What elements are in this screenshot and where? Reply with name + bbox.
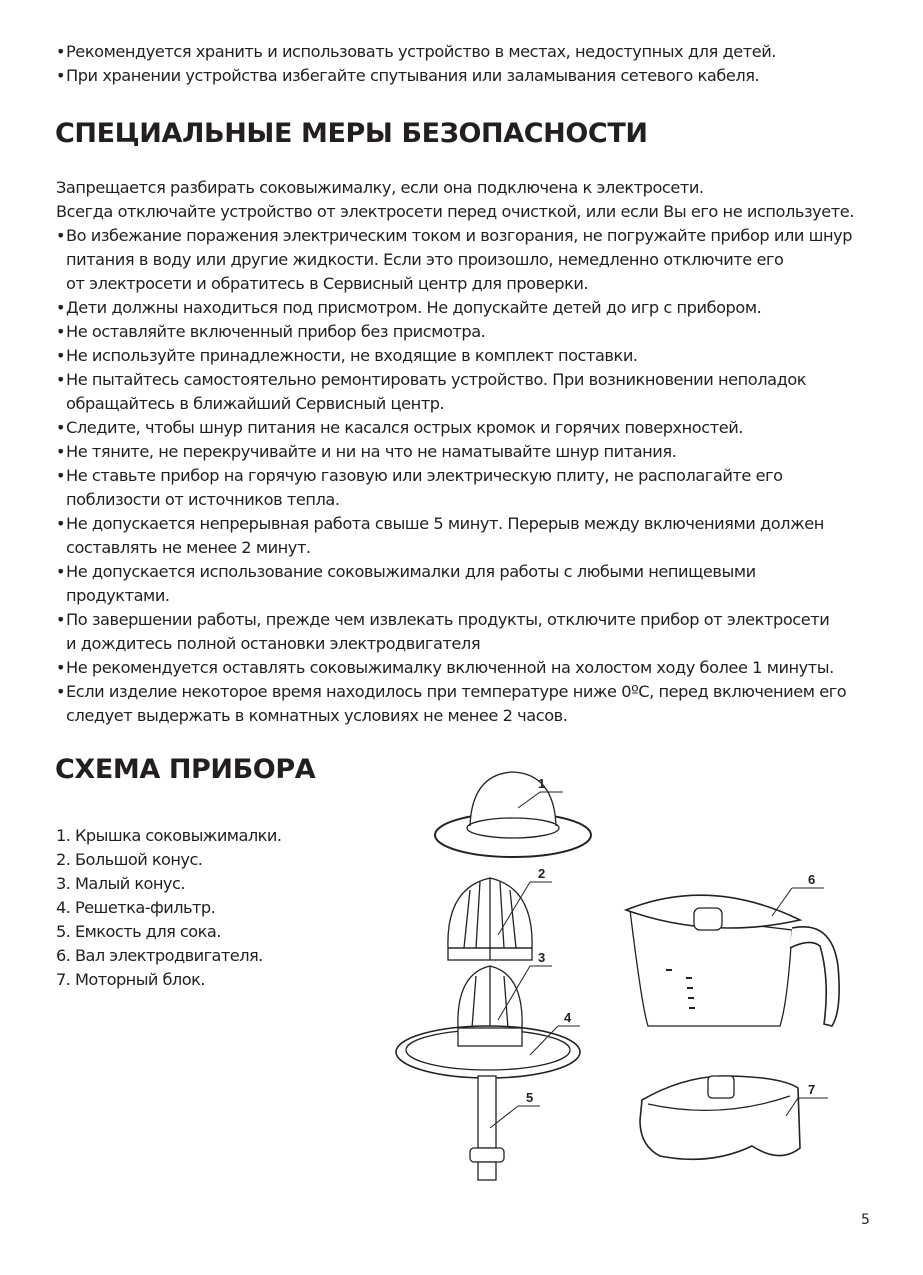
- safety-bullet-list: [56, 224, 854, 728]
- motor-base-illustration: [640, 1076, 828, 1159]
- safety-bullet-continuation: составлять не менее 2 минут.: [66, 538, 311, 557]
- intro-line: Запрещается разбирать соковыжималку, если она подключена к электросети.: [56, 178, 704, 197]
- callout-1: 1: [538, 776, 546, 791]
- safety-bullet: • Не пытайтесь самостоятельно ремонтировать устройство. При возникновении неполадок: [56, 368, 854, 392]
- safety-bullet-continuation: обращайтесь в ближайший Сервисный центр.: [66, 394, 445, 413]
- note-item: • При хранении устройства избегайте спутывания или заламывания сетевого кабеля.: [56, 64, 776, 88]
- juicer-exploded-diagram: [380, 770, 920, 1210]
- part-item: 5. Емкость для сока.: [56, 922, 221, 941]
- large-cone-illustration: [448, 866, 552, 960]
- safety-bullet-continuation: следует выдержать в комнатных условиях не менее 2 часов.: [66, 706, 568, 725]
- safety-bullet: • Не рекомендуется оставлять соковыжималку включенной на холостом ходу более 1 минуты.: [56, 656, 854, 680]
- safety-body: [56, 176, 854, 728]
- lid-illustration: [435, 772, 591, 857]
- page-number: 5: [861, 1212, 870, 1228]
- part-item: 7. Моторный блок.: [56, 970, 205, 989]
- safety-bullet: • Не допускается использование соковыжималки для работы с любыми непищевыми: [56, 560, 854, 584]
- callout-2: 2: [538, 866, 546, 881]
- safety-bullet: • Дети должны находиться под присмотром. Не допускайте детей до игр с прибором.: [56, 296, 854, 320]
- part-item: 6. Вал электродвигателя.: [56, 946, 263, 965]
- part-item: 4. Решетка-фильтр.: [56, 898, 216, 917]
- safety-bullet: • Не допускается непрерывная работа свыше 5 минут. Перерыв между включениями должен: [56, 512, 854, 536]
- parts-list: [56, 824, 281, 992]
- note-item: • Рекомендуется хранить и использовать устройство в местах, недоступных для детей.: [56, 40, 776, 64]
- safety-bullet-continuation: от электросети и обратитесь в Сервисный центр для проверки.: [66, 274, 589, 293]
- safety-bullet-continuation: продуктами.: [66, 586, 170, 605]
- callout-5: 5: [526, 1090, 534, 1105]
- part-item: 3. Малый конус.: [56, 874, 185, 893]
- safety-bullet: • По завершении работы, прежде чем извлекать продукты, отключите прибор от электросети: [56, 608, 854, 632]
- safety-bullet: • Не ставьте прибор на горячую газовую или электрическую плиту, не располагайте его: [56, 464, 854, 488]
- scheme-heading: СХЕМА ПРИБОРА: [55, 754, 316, 785]
- safety-bullet-continuation: и дождитесь полной остановки электродвигателя: [66, 634, 481, 653]
- safety-bullet-continuation: поблизости от источников тепла.: [66, 490, 340, 509]
- safety-bullet: • Не тяните, не перекручивайте и ни на что не наматывайте шнур питания.: [56, 440, 854, 464]
- safety-heading: СПЕЦИАЛЬНЫЕ МЕРЫ БЕЗОПАСНОСТИ: [55, 118, 648, 149]
- part-item: 1. Крышка соковыжималки.: [56, 826, 282, 845]
- intro-line: Всегда отключайте устройство от электросети перед очисткой, или если Вы его не используете.: [56, 202, 854, 221]
- small-cone-and-filter-illustration: [396, 950, 580, 1078]
- shaft-illustration: [470, 1076, 540, 1180]
- callout-3: 3: [538, 950, 546, 965]
- safety-bullet: • Не оставляйте включенный прибор без присмотра.: [56, 320, 854, 344]
- safety-bullet: • Если изделие некоторое время находилось при температуре ниже 0ºС, перед включением его: [56, 680, 854, 704]
- safety-bullet: • Во избежание поражения электрическим током и возгорания, не погружайте прибор или шнур: [56, 224, 854, 248]
- juice-jug-illustration: [626, 872, 839, 1026]
- callout-7: 7: [808, 1082, 816, 1097]
- safety-bullet: • Следите, чтобы шнур питания не касался острых кромок и горячих поверхностей.: [56, 416, 854, 440]
- part-item: 2. Большой конус.: [56, 850, 203, 869]
- callout-4: 4: [564, 1010, 572, 1025]
- top-notes: [56, 40, 776, 88]
- callout-6: 6: [808, 872, 816, 887]
- safety-bullet-continuation: питания в воду или другие жидкости. Если это произошло, немедленно отключите его: [66, 250, 784, 269]
- safety-bullet: • Не используйте принадлежности, не входящие в комплект поставки.: [56, 344, 854, 368]
